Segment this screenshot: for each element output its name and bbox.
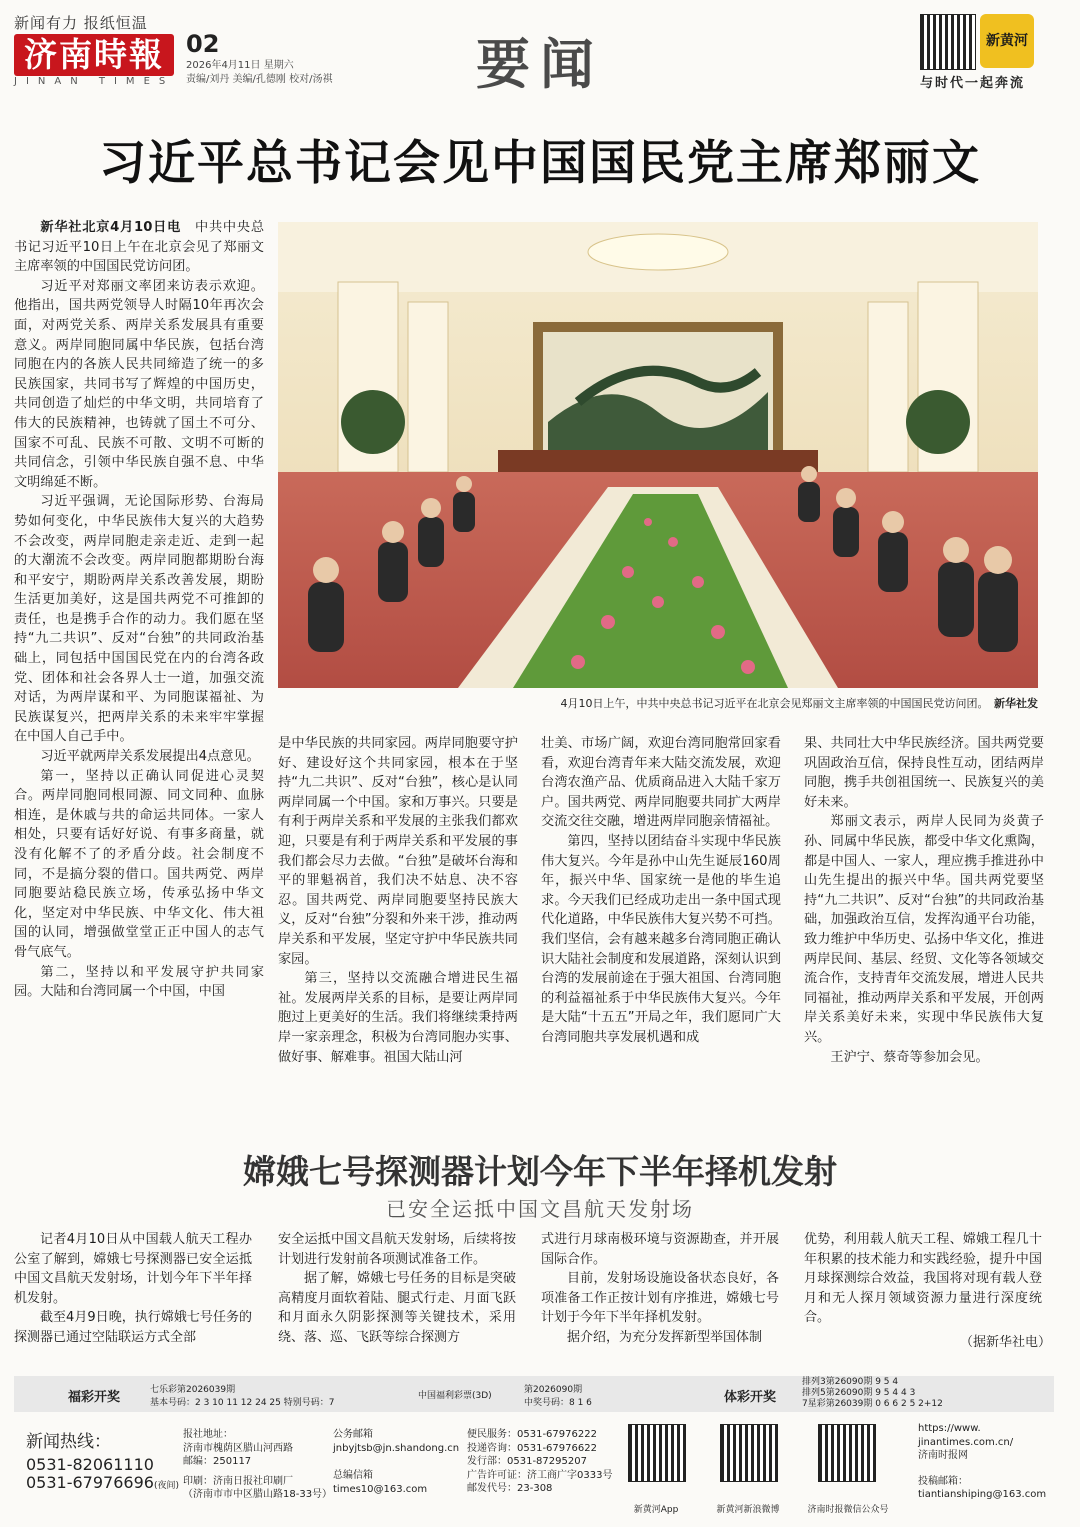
ad-license: 广告许可证：济工商广字0333号 xyxy=(467,1469,613,1481)
article-paragraph: 据介绍，为充分发挥新型举国体制 xyxy=(567,1329,763,1345)
article-paragraph: 果、共同壮大中华民族经济。国共两党要巩固政治互信，保持良性互动，团结两岸同胞，携手共创祖国统一、民族复兴的美好未来。 xyxy=(804,736,1044,810)
website-line: https://www. xyxy=(918,1423,981,1434)
qlc-numbers: 基本号码：2 3 10 11 12 24 25 特别号码：7 xyxy=(150,1398,335,1408)
qr-code-icon xyxy=(920,14,976,70)
article-paragraph: 习近平对郑丽文率团来访表示欢迎。他指出，国共两党领导人时隔10年再次会面，对两党关系、两岸关系发展具有重要意义。两岸同胞同属中华民族，包括台湾同胞在内的各族人民共同缔造了统一的多民族国家，共同书写了辉煌的中国历史，共同创造了灿烂的中华文明，共同培育了伟大的民族精神，也铸就了国土不可分、国家不可乱、民族不可散、文明不可断的共同信念，引领中华民族自强不息、中华文明绵延不断。 xyxy=(14,278,264,490)
address-block xyxy=(183,1428,332,1502)
service-line: 便民服务：0531-67976222 xyxy=(467,1429,597,1440)
fucai-title: 福彩开奖 xyxy=(68,1390,121,1405)
printer: 印刷：济南日报社印刷厂 xyxy=(183,1475,293,1487)
service-line: 发行部：0531-87295207 xyxy=(467,1456,587,1467)
meeting-photo xyxy=(278,222,1038,688)
ticai-draws xyxy=(802,1377,943,1410)
section-title: 要闻 xyxy=(476,33,604,96)
secondary-subheadline: 已安全运抵中国文昌航天发射场 xyxy=(386,1197,694,1221)
website-name: 济南时报网 xyxy=(918,1450,968,1461)
qxc-draw: 7星彩第26039期 0 6 6 2 5 2+12 xyxy=(802,1399,943,1409)
article-paragraph: 习近平就两岸关系发展提出4点意见。 xyxy=(40,749,260,765)
website-line: jinantimes.com.cn/ xyxy=(918,1436,1014,1448)
article-paragraph: 是中华民族的共同家园。两岸同胞要守护好、建设好这个共同家园，根本在于坚持“九二共识”、反对“台独”，核心是认同两岸同属一个中国。家和万事兴。只要是有利于两岸关系和平发展的主张我们都欢迎，只要是有利于两岸关系和平发展的事我们都会尽力去做。“台独”是破坏台海和平的罪魁祸首，我们决不姑息、决不容忍。国共两党、两岸同胞要坚持民族大义，反对“台独”分裂和外来干涉，推动两岸关系和平发展，坚定守护中华民族共同家园。 xyxy=(278,736,518,967)
story2-credit: （据新华社电） xyxy=(960,1335,1052,1350)
photo-caption xyxy=(278,695,1038,711)
hotline-label: 新闻热线： xyxy=(26,1432,111,1452)
page-number: 02 xyxy=(186,30,220,58)
main-headline: 习近平总书记会见中国国民党主席郑丽文 xyxy=(99,136,981,191)
secondary-headline: 嫦娥七号探测器计划今年下半年择机发射 xyxy=(243,1152,837,1191)
issue-editors: 责编/刘丹 美编/孔德刚 校对/汤祺 xyxy=(186,74,333,85)
hotline-numbers xyxy=(26,1456,179,1495)
masthead-slogan: 新闻有力 报纸恒温 xyxy=(14,14,148,32)
hotline-2-note: (夜间) xyxy=(153,1481,179,1491)
hotline-1: 0531-82061110 xyxy=(26,1455,154,1474)
hotline-2: 0531-67976696 xyxy=(26,1473,154,1492)
address-line: 济南市槐荫区腊山河西路 xyxy=(183,1442,293,1454)
service-line: 投递咨询：0531-67976622 xyxy=(467,1442,597,1454)
email-address: jnbyjtsb@jn.shandong.cn xyxy=(333,1442,460,1454)
article-paragraph: 郑丽文表示，两岸人民同为炎黄子孙、同属中华民族，都受中华文化熏陶，都是中国人、一家人，理应携手推进孙中山先生提出的振兴中华。国共两党要坚持“九二共识”、反对“台独”的共同政治基础，加强政治互信，发挥沟通平台功能，致力维护中华历史、弘扬中华文化，推进两岸民间、基层、经贸、文化等各领域交流合作，支持青年交流发展，增进人民共同福祉，推动两岸关系和平发展，开创两岸关系美好未来，实现中华民族伟大复兴。 xyxy=(804,814,1044,1045)
fc3d-draw xyxy=(524,1382,592,1408)
qlc-draw xyxy=(150,1382,334,1408)
postal-code: 邮发代号：23-308 xyxy=(467,1483,553,1494)
article-paragraph: 习近平强调，无论国际形势、台海局势如何变化，中华民族伟大复兴的大趋势不会改变，两岸同胞走亲走近、走到一起的大潮流不会改变。两岸同胞都期盼台海和平安宁，期盼两岸关系改善发展，期盼生活更加美好，这是国共两党不可推卸的责任，也是携手合作的动力。我们愿在坚持“九二共识”、反对“台独”的共同政治基础上，同包括中国国民党在内的台湾各政党、团体和社会各界人士一道，加强交流对话，为两岸谋和平、为同胞谋福祉、为民族谋复兴，把两岸关系的未来牢牢掌握在中国人自己手中。 xyxy=(14,494,264,745)
article-dateline: 新华社北京4月10日电 xyxy=(40,220,182,235)
weibo-qr-code-icon xyxy=(720,1424,778,1482)
article-column-4 xyxy=(804,734,1044,1094)
story2-column-2 xyxy=(278,1230,516,1360)
issue-date: 2026年4月11日 星期六 xyxy=(186,60,294,71)
article-paragraph: 壮美、市场广阔，欢迎台湾同胞常回家看看，欢迎台湾青年来大陆交流发展，欢迎台湾农渔产品、优质商品进入大陆千家万户。国共两党、两岸同胞要共同扩大两岸交流交往交融，增进两岸同胞亲情福祉。 xyxy=(541,736,781,830)
article-column-2 xyxy=(278,734,518,1094)
pl5-draw: 排列5第26090期 9 5 4 4 3 xyxy=(802,1388,916,1398)
story2-column-1 xyxy=(14,1230,252,1360)
website-block xyxy=(918,1422,1046,1502)
article-paragraph: 第三，坚持以交流融合增进民生福祉。发展两岸关系的目标，是要让两岸同胞过上更美好的生活。我们将继续秉持两岸一家亲理念，积极为台湾同胞办实事、做好事、解难事。祖国大陆山河 xyxy=(278,971,518,1065)
lottery-bar xyxy=(14,1376,1054,1412)
newspaper-logo: 济南時報 xyxy=(14,34,174,76)
address-zip: 邮编：250117 xyxy=(183,1456,252,1467)
fc3d-numbers: 中奖号码：8 1 6 xyxy=(524,1398,592,1408)
article-paragraph: 记者4月10日从中国载人航天工程办公室了解到，嫦娥七号探测器已安全运抵中国文昌航天发射场，计划今年下半年择机发射。 xyxy=(14,1232,252,1306)
lead-text: 中共中央总书记习近平10日上午在北京会见了郑丽文主席率领的中国国民党访问团。 xyxy=(14,220,264,275)
editor-email: times10@163.com xyxy=(333,1483,428,1495)
caption-text: 4月10日上午，中共中央总书记习近平在北京会见郑丽文主席率领的中国国民党访问团。 xyxy=(560,697,983,710)
address-label: 报社地址： xyxy=(183,1429,233,1440)
photo-credit: 新华社发 xyxy=(994,697,1038,710)
logo-english: JINAN TIMES xyxy=(14,76,175,87)
brand-tagline: 与时代一起奔流 xyxy=(920,76,1026,91)
service-block xyxy=(467,1428,612,1496)
editor-email-label: 总编信箱 xyxy=(333,1470,373,1481)
qr-label: 新黄河新浪微博 xyxy=(716,1505,780,1515)
article-paragraph: 安全运抵中国文昌航天发射场，后续将按计划进行发射前各项测试准备工作。 xyxy=(278,1232,516,1267)
brand-badge: 新黄河 xyxy=(980,14,1034,68)
article-paragraph: 目前，发射场设施设备状态良好，各项准备工作正按计划有序推进，嫦娥七号计划于今年下半年择机发射。 xyxy=(541,1271,779,1325)
article-paragraph: 截至4月9日晚，执行嫦娥七号任务的探测器已通过空陆联运方式全部 xyxy=(14,1310,252,1345)
article-paragraph: 式进行月球南极环境与资源勘查，并开展国际合作。 xyxy=(541,1232,779,1267)
article-paragraph: 王沪宁、蔡奇等参加会见。 xyxy=(830,1049,989,1065)
story2-column-3 xyxy=(541,1230,779,1360)
fc3d-label: 中国福利彩票(3D) xyxy=(418,1391,492,1401)
qr-label: 济南时报微信公众号 xyxy=(807,1505,889,1515)
article-paragraph: 第四，坚持以团结奋斗实现中华民族伟大复兴。今年是孙中山先生诞辰160周年，振兴中华、国家统一是他的毕生追求。今天我们已经成功走出一条中国式现代化道路，中华民族伟大复兴势不可挡。我们坚信，会有越来越多台湾同胞正确认识大陆社会制度和发展道路，深刻认识到台湾的发展前途在于强大祖国、台湾同胞的利益福祉系于中华民族伟大复兴。今年是大陆“十五五”开局之年，我们愿同广大台湾同胞共享发展机遇和成 xyxy=(541,833,781,1045)
meeting-room-illustration xyxy=(278,222,1038,688)
article-column-3 xyxy=(541,734,781,1094)
email-block xyxy=(333,1428,459,1496)
article-paragraph: 第一，坚持以正确认同促进心灵契合。两岸同胞同根同源、同文同种、血脉相连，是休戚与共的命运共同体。一家人相处，只要有话好好说、有事多商量，就没有化解不了的矛盾分歧。社会制度不同，不是搞分裂的借口。国共两党、两岸同胞要站稳民族立场，传承弘扬中华文化，坚定对中华民族、中华文化、伟大祖国的认同，增强做堂堂正正中国人的志气骨气底气。 xyxy=(14,768,264,960)
article-paragraph xyxy=(14,218,264,277)
printer-address: （济南市市中区腊山路18-33号） xyxy=(183,1489,333,1500)
wechat-qr-code-icon xyxy=(818,1424,876,1482)
contrib-label: 投稿邮箱： xyxy=(918,1475,968,1487)
pl3-draw: 排列3第26090期 9 5 4 xyxy=(802,1377,899,1387)
article-paragraph: 优势，利用载人航天工程、嫦娥工程几十年积累的技术能力和实践经验，提升中国月球探测综合效益，我国将对现有载人登月和无人探月领域资源力量进行深度统合。 xyxy=(804,1232,1042,1325)
qr-label: 新黄河App xyxy=(633,1505,679,1515)
qlc-issue: 七乐彩第2026039期 xyxy=(150,1385,236,1395)
article-column-1 xyxy=(14,218,264,1088)
fc3d-issue: 第2026090期 xyxy=(524,1385,583,1395)
article-paragraph: 据了解，嫦娥七号任务的目标是突破高精度月面软着陆、腿式行走、月面飞跃和月面永久阴影探测等关键技术，采用绕、落、巡、飞跃等综合探测方 xyxy=(278,1271,516,1345)
article-paragraph: 第二，坚持以和平发展守护共同家园。大陆和台湾同属一个中国，中国 xyxy=(14,964,264,1000)
email-label: 公务邮箱 xyxy=(333,1429,373,1440)
contrib-email: tiantianshiping@163.com xyxy=(918,1489,1047,1500)
ticai-title: 体彩开奖 xyxy=(724,1390,777,1405)
app-qr-code-icon xyxy=(628,1424,686,1482)
